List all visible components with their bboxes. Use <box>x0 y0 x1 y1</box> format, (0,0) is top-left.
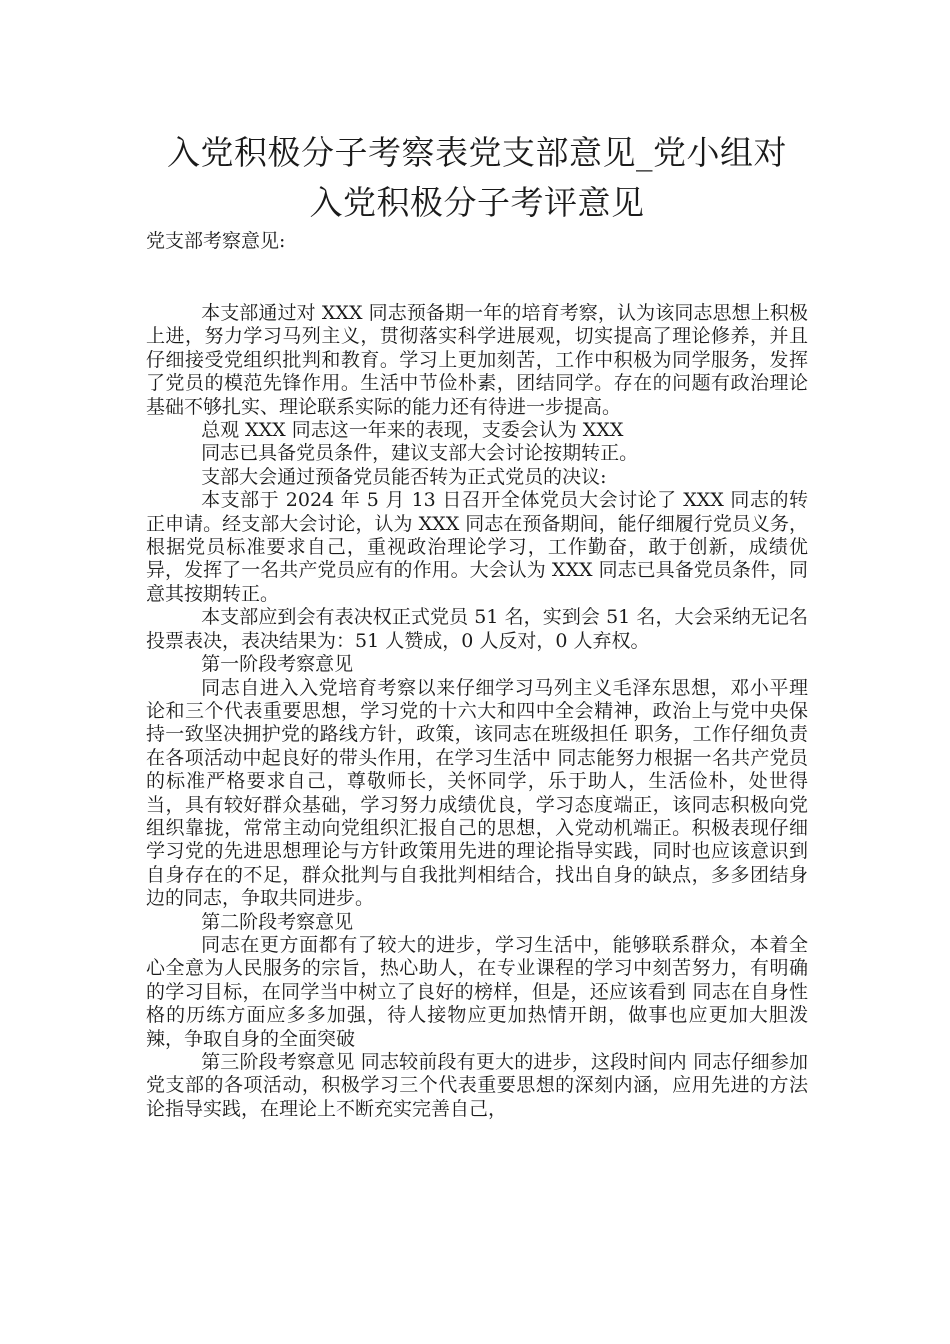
paragraph-committee-recommendation: 同志已具备党员条件，建议支部大会讨论按期转正。 <box>201 442 639 465</box>
paragraph-stage-one: 同志自进入入党培育考察以来仔细学习马列主义毛泽东思想，邓小平理论和三个代表重要思想，学习党的十六大和四中全会精神，政治上与党中央保持一致坚决拥护党的路线方针，政策，该同志在班级担任 职务，工作仔细负责在各项活动中起良好的带头作用，在学习生活中 同志能努力根据一名共产党员的标准严格要求自己，尊敬师长，关怀同学，乐于助人，生活俭朴，处世得当，具有较好群众基础，学习努力成绩优良，学习态度端正，该同志积极向党组织靠拢，常常主动向党组织汇报自己的思想，入党动机端正。积极表现仔细学习党的先进思想理论与方针政策用先进的理论指导实践，同时也应该意识到自身存在的不足，群众批判与自我批判相结合，找出自身的缺点，多多团结身边的同志，争取共同进步。 <box>146 676 808 910</box>
paragraph-meeting-discussion: 本支部于 2024 年 5 月 13 日召开全体党员大会讨论了 XXX 同志的转正申请。经支部大会讨论，认为 XXX 同志在预备期间，能仔细履行党员义务，根据党员标准要求自己，重视政治理论学习，工作勤奋，敢于创新，成绩优异，发挥了一名共产党员应有的作用。大会认为 XXX 同志已具备党员条件，同意其按期转正。 <box>146 489 808 605</box>
paragraph-resolution-heading: 支部大会通过预备党员能否转为正式党员的决议: <box>201 465 607 488</box>
heading-stage-two: 第二阶段考察意见 <box>201 910 354 933</box>
paragraph-stage-two: 同志在更方面都有了较大的进步，学习生活中，能够联系群众，本着全心全意为人民服务的宗旨，热心助人，在专业课程的学习中刻苦努力，有明确的学习目标，在同学当中树立了良好的榜样，但是，还应该看到 同志在自身性格的历练方面应多多加强，待人接物应更加热情开朗，做事也应更加大胆泼辣，争取自身的全面突破 <box>146 933 808 1050</box>
title-line-1: 入党积极分子考察表党支部意见_党小组对 <box>167 133 787 172</box>
document-page <box>146 128 808 1121</box>
paragraph-probation-assessment: 本支部通过对 XXX 同志预备期一年的培育考察，认为该同志思想上积极上进，努力学习马列主义，贯彻落实科学进展观，切实提高了理论修养，并且仔细接受党组织批判和教育。学习上更加刻苦，工作中积极为同学服务，发挥了党员的模范先锋作用。生活中节俭朴素，团结同学。存在的问题有政治理论基础不够扎实、理论联系实际的能力还有待进一步提高。 <box>146 302 808 418</box>
section-label: 党支部考察意见: <box>146 230 286 252</box>
heading-stage-one: 第一阶段考察意见 <box>201 653 354 676</box>
paragraph-vote-result: 本支部应到会有表决权正式党员 51 名，实到会 51 名，大会采纳无记名投票表决，表决结果为：51 人赞成，0 人反对，0 人弃权。 <box>146 606 808 652</box>
paragraph-stage-three: 第三阶段考察意见 同志较前段有更大的进步，这段时间内 同志仔细参加党支部的各项活动，积极学习三个代表重要思想的深刻内涵，应用先进的方法论指导实践，在理论上不断充实完善自己， <box>146 1051 808 1120</box>
title-line-2: 入党积极分子考评意见 <box>309 183 645 222</box>
blank-space <box>146 253 808 302</box>
document-title <box>146 128 808 228</box>
paragraph-committee-summary: 总观 XXX 同志这一年来的表现，支委会认为 XXX <box>201 419 624 442</box>
document-body <box>146 302 808 1121</box>
